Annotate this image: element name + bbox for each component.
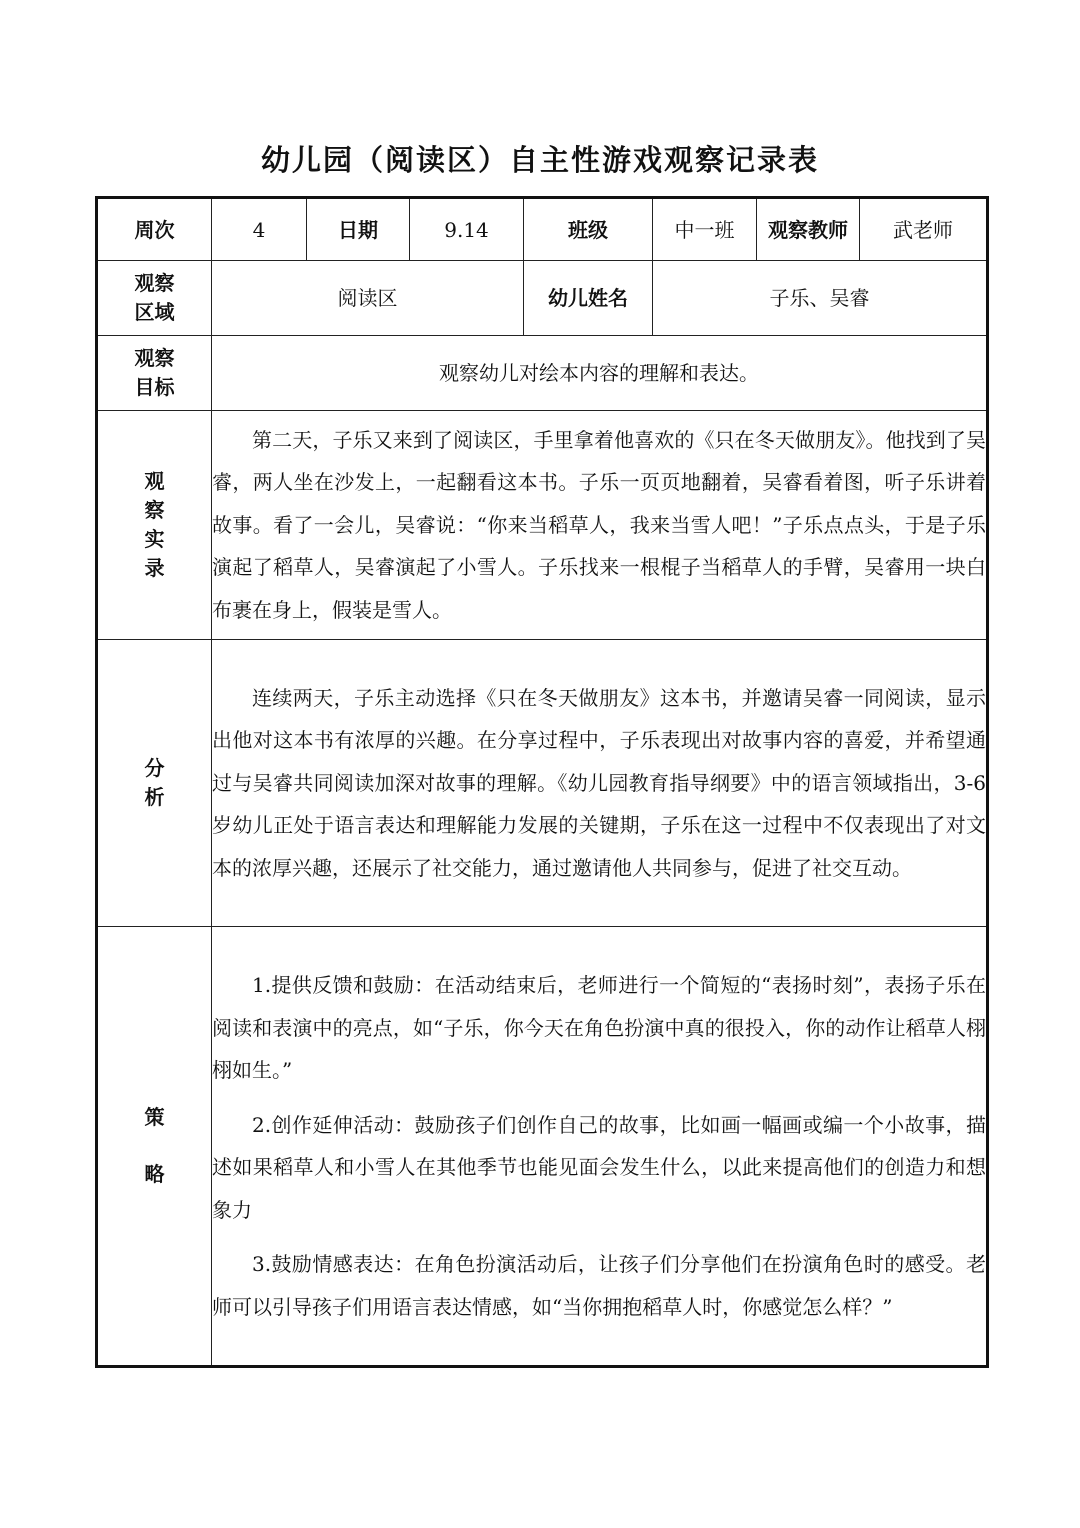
record-content bbox=[212, 411, 988, 640]
child-name-label: 幼儿姓名 bbox=[524, 261, 653, 336]
form-title: 幼儿园（阅读区）自主性游戏观察记录表 bbox=[260, 143, 819, 177]
strategy-item: 1.提供反馈和鼓励：在活动结束后，老师进行一个简短的“表扬时刻”，表扬子乐在阅读和表演中的亮点，如“子乐，你今天在角色扮演中真的很投入，你的动作让稻草人栩栩如生。” bbox=[212, 973, 986, 1082]
record-label bbox=[97, 411, 212, 640]
record-label-char: 观 bbox=[144, 469, 165, 493]
class-label: 班级 bbox=[524, 198, 653, 261]
record-label-char: 录 bbox=[144, 556, 165, 580]
analysis-label-char: 析 bbox=[144, 785, 165, 809]
area-label bbox=[97, 261, 212, 336]
record-text: 第二天，子乐又来到了阅读区，手里拿着他喜欢的《只在冬天做朋友》。他找到了吴睿，两人坐在沙发上，一起翻看这本书。子乐一页页地翻着，吴睿看着图，听子乐讲着故事。看了一会儿，吴睿说：“你来当稻草人，我来当雪人吧！”子乐点点头，于是子乐演起了稻草人，吴睿演起了小雪人。子乐找来一根棍子当稻草人的手臂，吴睿用一块白布裹在身上，假装是雪人。 bbox=[212, 427, 986, 622]
record-label-char: 实 bbox=[144, 527, 165, 551]
area-row bbox=[97, 261, 988, 336]
header-row bbox=[97, 198, 988, 261]
goal-value: 观察幼儿对绘本内容的理解和表达。 bbox=[212, 336, 988, 411]
teacher-value: 武老师 bbox=[860, 198, 988, 261]
analysis-row bbox=[97, 640, 988, 927]
observation-record-table bbox=[95, 196, 989, 1368]
date-value: 9.14 bbox=[410, 198, 524, 261]
strategy-row bbox=[97, 927, 988, 1367]
strategy-item: 3.鼓励情感表达：在角色扮演活动后，让孩子们分享他们在扮演角色时的感受。老师可以引导孩子们用语言表达情感，如“当你拥抱稻草人时，你感觉怎么样？” bbox=[212, 1252, 986, 1319]
date-label: 日期 bbox=[307, 198, 410, 261]
teacher-label: 观察教师 bbox=[757, 198, 860, 261]
goal-label-line1: 观察 bbox=[134, 346, 175, 370]
strategy-label-char: 略 bbox=[144, 1162, 165, 1186]
area-value: 阅读区 bbox=[212, 261, 524, 336]
strategy-content bbox=[212, 927, 988, 1367]
area-label-line1: 观察 bbox=[134, 271, 175, 295]
week-label: 周次 bbox=[97, 198, 212, 261]
class-value: 中一班 bbox=[653, 198, 757, 261]
child-name-value: 子乐、吴睿 bbox=[653, 261, 988, 336]
goal-label-line2: 目标 bbox=[134, 375, 175, 399]
record-row bbox=[97, 411, 988, 640]
record-label-char: 察 bbox=[144, 498, 165, 522]
analysis-label-char: 分 bbox=[144, 756, 165, 780]
strategy-label bbox=[97, 927, 212, 1367]
area-label-line2: 区域 bbox=[134, 300, 175, 324]
strategy-item: 2.创作延伸活动：鼓励孩子们创作自己的故事，比如画一幅画或编一个小故事，描述如果稻草人和小雪人在其他季节也能见面会发生什么，以此来提高他们的创造力和想象力 bbox=[212, 1112, 986, 1222]
analysis-content bbox=[212, 640, 988, 927]
analysis-label bbox=[97, 640, 212, 927]
analysis-text: 连续两天，子乐主动选择《只在冬天做朋友》这本书，并邀请吴睿一同阅读，显示出他对这本书有浓厚的兴趣。在分享过程中，子乐表现出对故事内容的喜爱，并希望通过与吴睿共同阅读加深对故事的理解。《幼儿园教育指导纲要》中的语言领域指出，3-6 岁幼儿正处于语言表达和理解能力发展的关键期，子乐在这一过程中不仅表现出了对文本的浓厚兴趣，还展示了社交能力，通过邀请他人共同参与，促进了社交互动。 bbox=[212, 685, 986, 880]
strategy-label-char: 策 bbox=[144, 1105, 165, 1129]
goal-row bbox=[97, 336, 988, 411]
goal-label bbox=[97, 336, 212, 411]
week-value: 4 bbox=[212, 198, 307, 261]
